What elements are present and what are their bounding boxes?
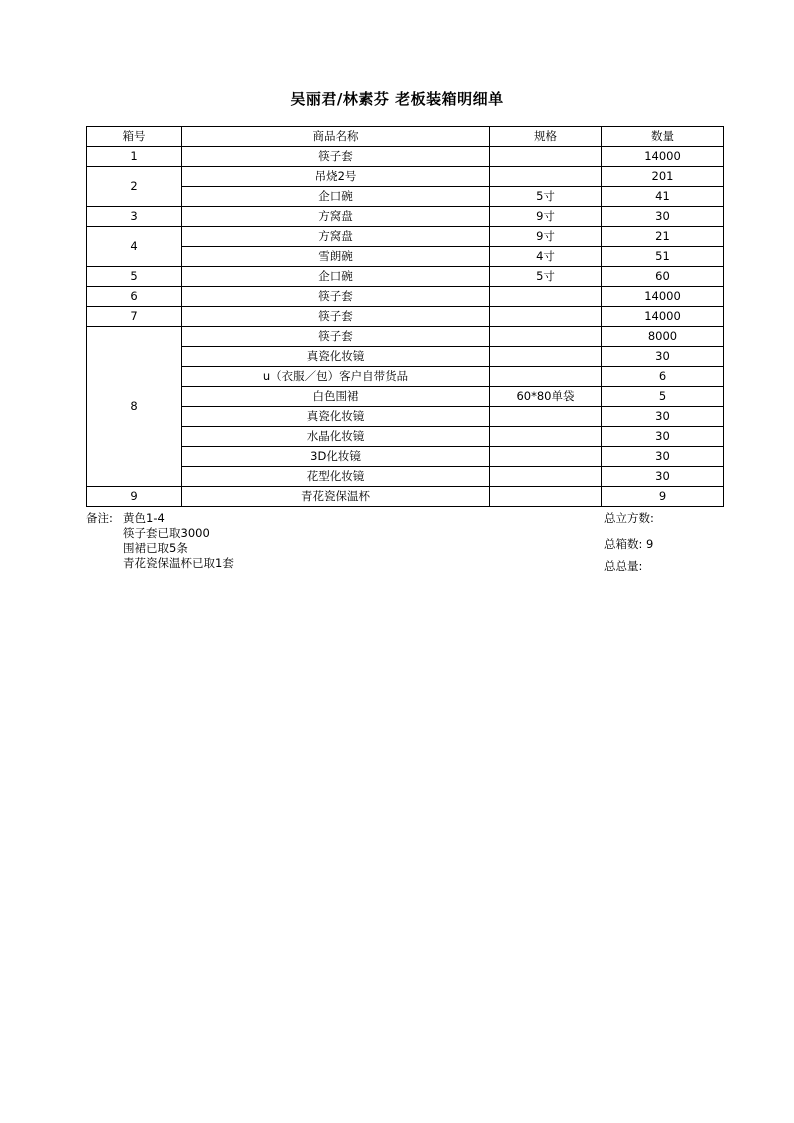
cell-box-no: 5	[87, 267, 182, 287]
note-line: 围裙已取5条	[123, 541, 188, 555]
cell-product-name: 方窝盘	[182, 227, 490, 247]
cell-product-name: 吊烧2号	[182, 167, 490, 187]
table-row	[87, 147, 724, 167]
cell-quantity: 30	[602, 427, 724, 447]
cell-box-no: 8	[87, 327, 182, 487]
table-row	[87, 307, 724, 327]
table-row	[87, 387, 724, 407]
cell-box-no: 2	[87, 167, 182, 207]
cell-spec: 60*80单袋	[490, 387, 602, 407]
table-row	[87, 247, 724, 267]
cell-quantity: 21	[602, 227, 724, 247]
header-box-no: 箱号	[87, 127, 182, 147]
cell-box-no: 6	[87, 287, 182, 307]
cell-spec	[490, 447, 602, 467]
cell-spec: 4寸	[490, 247, 602, 267]
table-row	[87, 487, 724, 507]
cell-quantity: 201	[602, 167, 724, 187]
table-row	[87, 447, 724, 467]
cell-box-no: 9	[87, 487, 182, 507]
cell-quantity: 6	[602, 367, 724, 387]
summary-total-boxes: 总箱数: 9	[604, 537, 654, 551]
note-line: 青花瓷保温杯已取1套	[123, 556, 234, 570]
cell-box-no: 7	[87, 307, 182, 327]
cell-box-no: 4	[87, 227, 182, 267]
header-quantity: 数量	[602, 127, 724, 147]
table-row	[87, 287, 724, 307]
cell-product-name: u（衣服／包）客户自带货品	[182, 367, 490, 387]
cell-product-name: 青花瓷保温杯	[182, 487, 490, 507]
cell-spec: 5寸	[490, 187, 602, 207]
cell-product-name: 真瓷化妆镜	[182, 407, 490, 427]
cell-product-name: 筷子套	[182, 327, 490, 347]
cell-product-name: 筷子套	[182, 147, 490, 167]
cell-quantity: 30	[602, 347, 724, 367]
cell-box-no: 3	[87, 207, 182, 227]
table-row	[87, 347, 724, 367]
cell-product-name: 方窝盘	[182, 207, 490, 227]
summary-total-volume: 总立方数:	[604, 511, 654, 525]
cell-quantity: 30	[602, 447, 724, 467]
cell-spec	[490, 167, 602, 187]
cell-quantity: 14000	[602, 307, 724, 327]
cell-box-no: 1	[87, 147, 182, 167]
cell-product-name: 白色围裙	[182, 387, 490, 407]
cell-quantity: 5	[602, 387, 724, 407]
cell-product-name: 水晶化妆镜	[182, 427, 490, 447]
cell-quantity: 14000	[602, 147, 724, 167]
cell-spec	[490, 287, 602, 307]
notes-label: 备注:	[86, 511, 113, 525]
note-line: 黄色1-4	[123, 511, 165, 525]
note-line: 筷子套已取3000	[123, 526, 210, 540]
cell-quantity: 60	[602, 267, 724, 287]
cell-product-name: 花型化妆镜	[182, 467, 490, 487]
cell-quantity: 9	[602, 487, 724, 507]
table-row	[87, 227, 724, 247]
cell-spec: 9寸	[490, 207, 602, 227]
cell-quantity: 30	[602, 407, 724, 427]
table-row	[87, 407, 724, 427]
header-product-name: 商品名称	[182, 127, 490, 147]
page-title: 吴丽君/林素芬 老板装箱明细单	[290, 90, 504, 108]
table-header-row	[87, 127, 724, 147]
cell-quantity: 14000	[602, 287, 724, 307]
cell-spec	[490, 427, 602, 447]
cell-spec: 5寸	[490, 267, 602, 287]
cell-product-name: 3D化妆镜	[182, 447, 490, 467]
summary-total-weight: 总总量:	[604, 559, 643, 573]
table-row	[87, 367, 724, 387]
packing-list-table	[86, 126, 724, 507]
notes-section	[86, 511, 234, 571]
table-row	[87, 327, 724, 347]
cell-spec: 9寸	[490, 227, 602, 247]
table-row	[87, 427, 724, 447]
cell-quantity: 8000	[602, 327, 724, 347]
cell-product-name: 企口碗	[182, 187, 490, 207]
cell-spec	[490, 327, 602, 347]
cell-quantity: 30	[602, 207, 724, 227]
cell-product-name: 真瓷化妆镜	[182, 347, 490, 367]
table-row	[87, 187, 724, 207]
cell-product-name: 筷子套	[182, 287, 490, 307]
cell-spec	[490, 367, 602, 387]
cell-product-name: 筷子套	[182, 307, 490, 327]
cell-spec	[490, 147, 602, 167]
table-row	[87, 467, 724, 487]
cell-quantity: 30	[602, 467, 724, 487]
table-row	[87, 207, 724, 227]
cell-spec	[490, 307, 602, 327]
header-spec: 规格	[490, 127, 602, 147]
cell-spec	[490, 347, 602, 367]
cell-spec	[490, 467, 602, 487]
cell-spec	[490, 407, 602, 427]
table-row	[87, 267, 724, 287]
cell-spec	[490, 487, 602, 507]
table-row	[87, 167, 724, 187]
cell-product-name: 企口碗	[182, 267, 490, 287]
cell-quantity: 51	[602, 247, 724, 267]
cell-quantity: 41	[602, 187, 724, 207]
cell-product-name: 雪朗碗	[182, 247, 490, 267]
